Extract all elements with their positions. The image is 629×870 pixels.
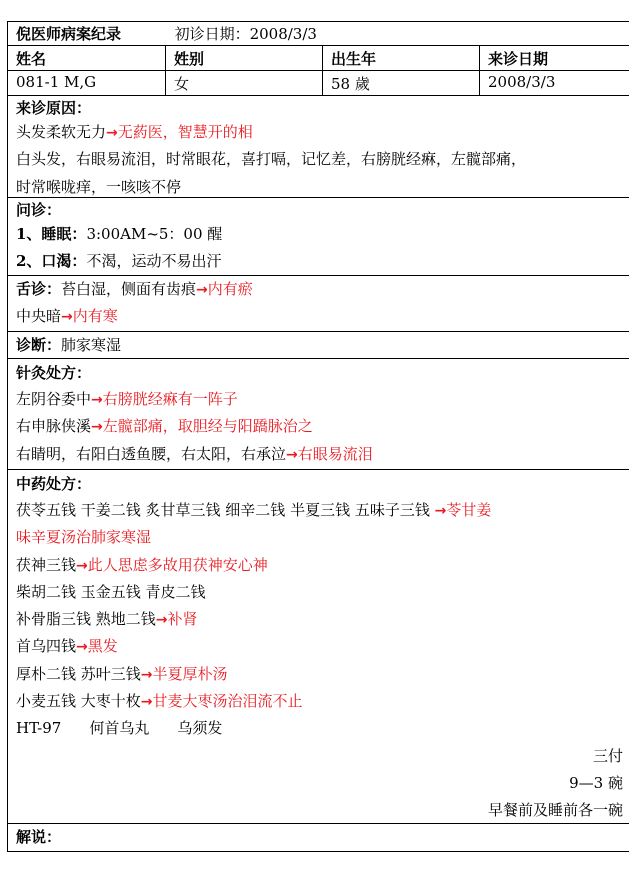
reason-line-1	[8, 119, 629, 146]
tongue-note-1: 内有瘀	[207, 280, 253, 298]
diagnosis-section	[8, 332, 629, 359]
explanation-section	[8, 824, 629, 852]
arrow-icon: →	[61, 309, 73, 326]
acupuncture-note-2: 左髋部痛，取胆经与阳蹻脉治之	[102, 417, 313, 436]
herbal-note-1-cont: 味辛夏汤治肺家寒湿	[16, 528, 152, 547]
reason-line-3: 时常喉咙痒，一咳咳不停	[16, 177, 182, 196]
herbal-formula-5: 首乌四钱	[16, 637, 77, 656]
herbal-extra-2: 何首乌丸	[89, 719, 150, 738]
arrow-icon: →	[91, 392, 103, 408]
arrow-icon: →	[140, 694, 153, 711]
title-row	[8, 22, 629, 46]
herbal-formula-2: 茯神三钱	[16, 555, 77, 574]
acupuncture-line-1	[8, 386, 629, 413]
header-name: 姓名	[8, 46, 166, 70]
herbal-extra-3: 乌须发	[177, 719, 223, 738]
herbal-note-5: 黑发	[87, 637, 118, 656]
acupuncture-section	[8, 359, 629, 470]
acupuncture-note-3: 右眼易流泪	[297, 444, 373, 463]
header-gender: 姓别	[166, 46, 323, 70]
herbal-heading: 中药处方：	[16, 475, 92, 493]
herbal-line-2	[8, 552, 629, 579]
reason-section	[8, 96, 629, 198]
herbal-extra-1: HT-97	[16, 719, 62, 738]
record-title: 倪医师病案纪录	[16, 25, 122, 43]
herbal-formula-6: 厚朴二钱 苏叶三钱	[16, 664, 141, 683]
tongue-note-2: 内有寒	[72, 307, 118, 326]
first-visit-date: 初诊日期：2008/3/3	[174, 25, 317, 43]
patient-age: 58 歲	[323, 71, 480, 95]
arrow-icon: →	[76, 639, 88, 656]
tongue-heading: 舌诊：	[16, 280, 62, 298]
case-record-sheet	[7, 21, 629, 852]
herbal-line-3	[8, 579, 629, 606]
header-visit-date: 来诊日期	[488, 50, 549, 68]
inquiry-item-thirst	[8, 248, 629, 275]
arrow-icon: →	[434, 503, 447, 519]
arrow-icon: →	[140, 666, 153, 683]
inquiry-label-sleep: 1、睡眠：	[16, 225, 87, 243]
diagnosis-heading: 诊断：	[16, 336, 62, 354]
dosage-schedule: 早餐前及睡前各一碗	[487, 801, 623, 820]
patient-id: 081-1 M,G	[8, 71, 166, 95]
acupuncture-heading: 针灸处方：	[16, 364, 92, 382]
acupuncture-points-1: 左阴谷委中	[16, 390, 92, 408]
inquiry-heading: 问诊：	[16, 201, 62, 219]
tongue-section	[8, 276, 629, 332]
acupuncture-line-3	[8, 441, 629, 468]
arrow-icon: →	[196, 282, 208, 298]
herbal-line-6	[8, 661, 629, 688]
arrow-icon: →	[76, 557, 88, 574]
herbal-note-6: 半夏厚朴汤	[152, 664, 228, 683]
reason-note: 无葯医，智慧开的相	[117, 123, 253, 141]
dosage-water: 9—3 碗	[569, 773, 623, 792]
tongue-line-1	[8, 276, 629, 303]
reason-symptom: 头发柔软无力	[16, 123, 107, 141]
tongue-line-2	[8, 303, 629, 330]
arrow-icon: →	[155, 612, 168, 629]
herbal-note-7: 甘麦大枣汤治泪流不止	[152, 692, 303, 711]
reason-heading: 来诊原因：	[16, 99, 92, 117]
acupuncture-note-1: 右膀胱经痳有一阵子	[102, 390, 238, 408]
herbal-formula-7: 小麦五钱 大枣十枚	[16, 692, 141, 711]
tongue-observation-2: 中央暗	[16, 307, 62, 326]
herbal-line-7	[8, 688, 629, 715]
inquiry-item-sleep	[8, 221, 629, 248]
tongue-observation: 苔白湿，侧面有齿痕	[61, 280, 197, 298]
herbal-extra-line	[8, 715, 629, 742]
diagnosis-text: 肺家寒湿	[61, 336, 122, 354]
herbal-formula-3: 柴胡二钱 玉金五钱 青皮二钱	[16, 582, 206, 601]
info-values-row	[8, 71, 629, 96]
herbal-note-2: 此人思虑多故用茯神安心神	[87, 555, 268, 574]
arrow-icon: →	[286, 446, 298, 463]
herbal-line-1	[8, 497, 629, 524]
explanation-heading: 解说：	[16, 828, 62, 846]
inquiry-text-sleep: 3:00AM~5：00 醒	[86, 225, 223, 243]
acupuncture-points-2: 右申脉侠溪	[16, 417, 92, 436]
info-header-row	[8, 46, 629, 71]
herbal-note-1: 苓甘姜	[446, 501, 492, 519]
herbal-formula-1: 茯苓五钱 干姜二钱 炙甘草三钱 细辛二钱 半夏三钱 五味子三钱	[16, 501, 435, 519]
reason-line-2: 白头发，右眼易流泪，时常眼花，喜打嗝，记忆差，右膀胱经痳，左髋部痛，	[16, 150, 527, 169]
diagnosis-line	[8, 332, 629, 358]
inquiry-label-thirst: 2、口渴：	[16, 252, 87, 271]
header-birth-year: 出生年	[323, 46, 480, 70]
herbal-line-4	[8, 606, 629, 633]
herbal-formula-4: 补骨脂三钱 熟地二钱	[16, 610, 156, 629]
acupuncture-line-2	[8, 413, 629, 440]
herbal-note-4: 补肾	[167, 610, 198, 629]
patient-gender: 女	[166, 71, 323, 95]
inquiry-text-thirst: 不渴，运动不易出汗	[86, 252, 222, 271]
visit-date: 2008/3/3	[488, 73, 556, 91]
inquiry-section	[8, 198, 629, 276]
herbal-section	[8, 470, 629, 824]
dosage-packs: 三付	[592, 746, 623, 765]
herbal-line-5	[8, 633, 629, 660]
arrow-icon: →	[106, 125, 118, 141]
arrow-icon: →	[91, 419, 103, 436]
acupuncture-points-3: 右睛明，右阳白透鱼腰，右太阳，右承泣	[16, 444, 287, 463]
